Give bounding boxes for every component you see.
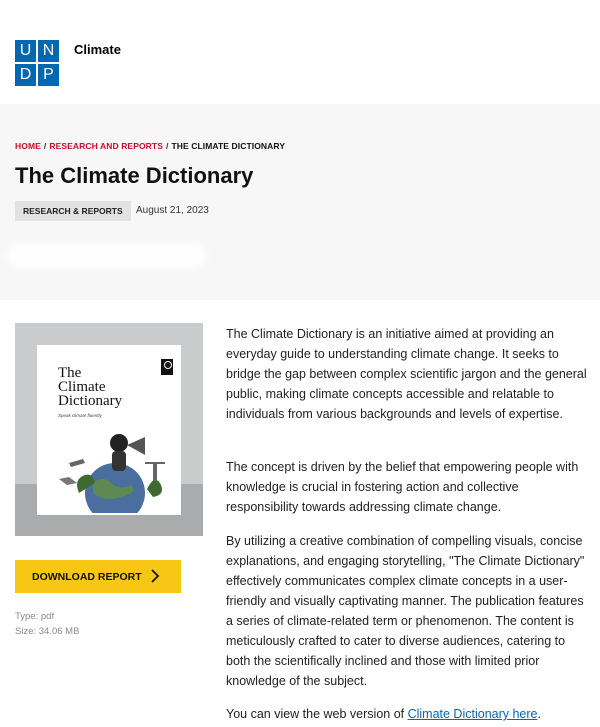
cover-title-line: Climate (58, 379, 106, 395)
file-type: Type: pdf (15, 611, 55, 622)
globe-illustration-icon (49, 423, 179, 513)
logo-letter-d: D (15, 64, 36, 86)
cover-card (37, 345, 181, 515)
undp-logo[interactable] (15, 40, 59, 86)
breadcrumb-separator: / (166, 141, 169, 151)
page-hero (0, 104, 600, 300)
cover-title-line: Dictionary (58, 393, 123, 409)
category-tag[interactable]: RESEARCH & REPORTS (15, 201, 131, 221)
cover-title-line: The (58, 365, 82, 381)
page-title: The Climate Dictionary (15, 163, 254, 188)
breadcrumb-current: THE CLIMATE DICTIONARY (171, 141, 286, 151)
download-report-button[interactable] (15, 560, 181, 593)
cover-subtitle: Speak climate fluently (58, 413, 102, 418)
cover-undp-logo-icon (161, 359, 173, 375)
web-version-paragraph (226, 704, 588, 724)
report-cover-image (15, 323, 203, 536)
breadcrumb-separator: / (43, 141, 47, 151)
logo-letter-u: U (15, 40, 36, 62)
breadcrumb-research-and-reports[interactable]: RESEARCH AND REPORTS (49, 141, 163, 151)
concept-paragraph: The concept is driven by the belief that empowering people with knowledge is crucial in fostering action and collective responsibility towards addressing climate change. (226, 460, 579, 514)
logo-letter-p: P (38, 64, 59, 86)
chevron-right-icon (147, 568, 163, 584)
intro-paragraph: The Climate Dictionary is an initiative aimed at providing an everyday guide to understanding climate change. It seeks to bridge the gap between complex scientific jargon and the general public, making climate concepts accessible and relatable to individuals from various backgrounds and levels of expertise. (226, 327, 587, 421)
site-header (0, 0, 600, 104)
publish-date: August 21, 2023 (136, 205, 209, 216)
web-version-prefix: You can view the web version of (226, 707, 408, 721)
approach-paragraph: By utilizing a creative combination of compelling visuals, concise explanations, and engaging storytelling, "The Climate Dictionary" effectively communicates complex climate concepts in a user-friendly and visually captivating manner. The publication features a series of climate-related term or phenomenon. The content is meticulously crafted to cater to diverse audiences, catering to both the scientifically inclined and those with limited prior knowledge of the subject. (226, 534, 585, 688)
blurred-area (6, 244, 206, 268)
logo-letter-n: N (38, 40, 59, 62)
breadcrumb-home[interactable]: HOME (15, 141, 41, 151)
breadcrumb (15, 141, 285, 151)
file-size: Size: 34.06 MB (15, 626, 80, 637)
site-name-link[interactable]: Climate (74, 42, 121, 57)
cover-title (58, 366, 122, 408)
web-version-suffix: . (537, 707, 541, 721)
download-report-label: DOWNLOAD REPORT (32, 570, 142, 583)
climate-dictionary-link[interactable]: Climate Dictionary here (407, 707, 538, 721)
